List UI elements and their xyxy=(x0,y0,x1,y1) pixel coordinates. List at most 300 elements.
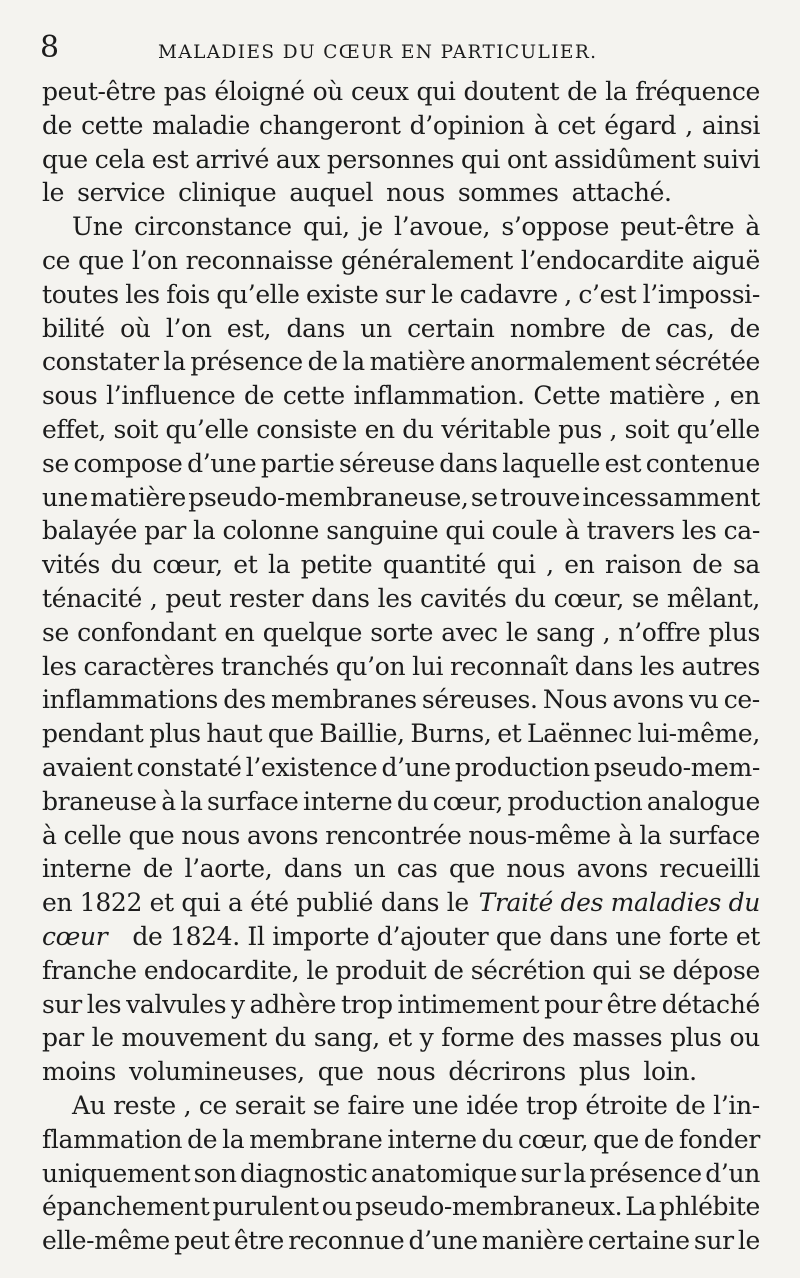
word: , xyxy=(609,414,618,444)
word: en xyxy=(224,617,255,647)
text-line xyxy=(42,751,760,785)
word: plus xyxy=(149,719,201,749)
word: pas xyxy=(163,77,207,106)
word: braneuse xyxy=(42,786,157,816)
word: nous xyxy=(181,820,240,850)
word: doutent xyxy=(463,77,560,106)
word: , xyxy=(564,279,572,309)
word: nous xyxy=(376,1057,436,1087)
text-line xyxy=(42,1123,760,1157)
word: ce- xyxy=(723,685,760,715)
word: se xyxy=(42,448,69,478)
word: La xyxy=(625,1192,657,1222)
word: sécrétion xyxy=(470,955,586,985)
text-line xyxy=(42,819,760,853)
word: bilité xyxy=(42,313,105,343)
word: du xyxy=(274,1023,307,1053)
word: l’influence xyxy=(106,381,236,411)
word: dans xyxy=(283,854,343,884)
word: d’un xyxy=(705,1158,760,1188)
word: circonstance xyxy=(134,212,292,242)
word: la xyxy=(605,77,628,106)
word: personnes xyxy=(326,144,455,174)
word: inflammations xyxy=(42,685,219,715)
word: égard xyxy=(604,110,677,140)
word: à xyxy=(617,820,633,850)
word: la xyxy=(163,347,186,377)
word: volumineuses, xyxy=(128,1057,305,1087)
word: d’opinion xyxy=(409,110,525,140)
word: balayée xyxy=(42,516,138,546)
word: production xyxy=(454,752,590,782)
text-line xyxy=(42,886,760,920)
text-line xyxy=(42,852,760,886)
word: arrivé xyxy=(195,144,270,174)
word: ou xyxy=(321,1192,353,1222)
word: clinique xyxy=(178,178,277,208)
word: fréquence xyxy=(635,77,760,106)
text-line xyxy=(42,1021,760,1055)
word: sur xyxy=(520,1158,561,1188)
word: par xyxy=(144,516,187,546)
word: mouvement xyxy=(121,1023,267,1053)
word: cette xyxy=(81,110,144,140)
text-line xyxy=(42,481,760,515)
word: que xyxy=(449,854,495,884)
word: peut xyxy=(165,583,221,613)
word: les xyxy=(640,651,675,681)
word: que xyxy=(267,719,314,749)
word: que xyxy=(42,144,88,174)
word: certain xyxy=(407,313,495,343)
word: plus xyxy=(708,617,760,647)
word: qui xyxy=(445,516,485,546)
word: d’une xyxy=(187,448,257,478)
word: les xyxy=(42,651,77,681)
word: en xyxy=(564,550,595,580)
word: un xyxy=(353,854,386,884)
word: Nous xyxy=(542,685,608,715)
word: , xyxy=(183,1090,192,1120)
word: qui xyxy=(416,77,456,106)
word: ou xyxy=(729,1023,760,1053)
word: cela xyxy=(94,144,146,174)
word: épanchement xyxy=(42,1192,210,1222)
word: cœur, xyxy=(432,786,504,816)
word: par xyxy=(42,1023,84,1053)
word: se xyxy=(631,583,659,613)
word: cœur, xyxy=(553,583,624,613)
word: vités xyxy=(42,550,101,580)
text-line xyxy=(42,988,760,1022)
word: l’on xyxy=(131,245,178,275)
word: soit xyxy=(624,414,670,444)
word: généralement xyxy=(341,245,513,275)
word: , xyxy=(713,381,722,411)
running-title: MALADIES DU CŒUR EN PARTICULIER. xyxy=(158,42,598,63)
word: qui, xyxy=(303,212,350,242)
word: en xyxy=(729,381,760,411)
word: matière xyxy=(369,347,466,377)
word: le xyxy=(306,955,329,985)
word: et xyxy=(497,719,522,749)
word: à xyxy=(533,110,549,140)
word: reconnue xyxy=(288,1226,405,1256)
word: nous xyxy=(386,178,445,208)
word: , xyxy=(546,550,554,580)
word: existe xyxy=(305,279,379,309)
word: de xyxy=(142,854,173,884)
word: colonne xyxy=(222,516,320,546)
word: pseudo-mem- xyxy=(593,752,760,782)
word: je xyxy=(360,212,383,242)
word: éloigné xyxy=(214,77,305,106)
word: trop xyxy=(340,989,393,1019)
word: cas xyxy=(396,854,438,884)
word: est xyxy=(151,144,189,174)
word: Burns, xyxy=(410,719,492,749)
word: anatomique xyxy=(370,1158,518,1188)
text-line xyxy=(42,278,760,312)
page-header xyxy=(40,30,760,70)
word: lui xyxy=(412,651,444,681)
word: et xyxy=(233,550,258,580)
word: les xyxy=(377,583,413,613)
word: , xyxy=(685,110,693,140)
word: loin. xyxy=(643,1057,697,1087)
word: reste xyxy=(113,1090,176,1120)
word: Cette xyxy=(533,381,601,411)
word: de xyxy=(307,347,338,377)
word: incessamment xyxy=(582,482,760,512)
word: qu’elle xyxy=(676,414,760,444)
word: la xyxy=(267,550,291,580)
word: des xyxy=(223,685,266,715)
word: s’oppose xyxy=(501,212,610,242)
word: son xyxy=(193,1158,237,1188)
text-line xyxy=(42,1224,760,1258)
word: du xyxy=(396,786,429,816)
word: l’endocardite xyxy=(520,245,684,275)
word: ont xyxy=(506,144,548,174)
word: rester xyxy=(228,583,304,613)
word: caractères xyxy=(83,651,215,681)
word: fois xyxy=(166,279,210,309)
word: n’offre xyxy=(618,617,701,647)
word: interne xyxy=(302,786,393,816)
word: qu’on xyxy=(335,651,406,681)
word: dans xyxy=(311,583,370,613)
word: où xyxy=(120,313,151,343)
word: faire xyxy=(347,1090,405,1120)
word: intimement xyxy=(397,989,540,1019)
word: la xyxy=(222,1124,245,1154)
word: le xyxy=(91,1023,114,1053)
text-line xyxy=(42,683,760,717)
text-segment: en 1822 et qui a été publié dans le xyxy=(42,888,469,918)
word: pour xyxy=(544,989,602,1019)
word: dans xyxy=(574,651,634,681)
word: purulent xyxy=(212,1192,319,1222)
text-line xyxy=(42,345,760,379)
word: dans xyxy=(286,313,345,343)
word: franche xyxy=(42,955,137,985)
word: serait xyxy=(234,1090,306,1120)
word: confondant xyxy=(77,617,217,647)
text-line xyxy=(42,75,760,109)
word: sous xyxy=(42,381,98,411)
word: du xyxy=(402,414,434,444)
word: l’in- xyxy=(713,1090,760,1120)
word: reconnaît xyxy=(450,651,568,681)
word: qui xyxy=(592,955,632,985)
word: surface xyxy=(668,820,760,850)
word: avons xyxy=(247,820,319,850)
word: un xyxy=(360,313,392,343)
word: sang, xyxy=(313,1023,380,1053)
word: des xyxy=(522,1023,565,1053)
text-line xyxy=(42,379,760,413)
word: présence xyxy=(190,347,303,377)
word: d’une xyxy=(381,752,451,782)
word: recueilli xyxy=(659,854,760,884)
word: qu’elle xyxy=(165,414,249,444)
text-line xyxy=(42,920,760,954)
word: matière xyxy=(609,381,705,411)
word: maladie xyxy=(152,110,250,140)
word: peut-être xyxy=(620,212,735,242)
word: flammation xyxy=(42,1124,183,1154)
word: production xyxy=(507,786,643,816)
word: produit xyxy=(335,955,427,985)
word: membrane xyxy=(249,1124,383,1154)
word: séreuses. xyxy=(421,685,538,715)
word: ceux xyxy=(350,77,409,106)
word: trop xyxy=(526,1090,578,1120)
word: la xyxy=(639,820,662,850)
word: être xyxy=(233,1226,284,1256)
word: coule xyxy=(491,516,558,546)
word: quelque xyxy=(262,617,363,647)
word: partie xyxy=(260,448,335,478)
word: étroite xyxy=(585,1090,668,1120)
word: avons xyxy=(612,685,684,715)
word: véritable xyxy=(441,414,551,444)
word: et xyxy=(387,1023,412,1053)
word: assidûment xyxy=(554,144,696,174)
word: trouve xyxy=(500,482,581,512)
word: Une xyxy=(72,212,123,242)
italic-title-continuation: cœur xyxy=(42,921,108,951)
word: dépose xyxy=(672,955,760,985)
word: , xyxy=(602,617,611,647)
word: avaient xyxy=(42,752,133,782)
word: à xyxy=(161,786,176,816)
word: surface xyxy=(207,786,299,816)
word: peut-être xyxy=(42,77,156,106)
word: décrirons xyxy=(448,1057,566,1087)
word: interne xyxy=(387,1124,477,1154)
word: sur xyxy=(42,989,82,1019)
word: sanguine xyxy=(326,516,439,546)
word: qu’elle xyxy=(216,279,300,309)
word: de xyxy=(620,313,651,343)
word: séreuse xyxy=(339,448,435,478)
word: le xyxy=(737,1226,760,1256)
word: d’une xyxy=(408,1226,478,1256)
word: anormalement xyxy=(470,347,650,377)
word: être xyxy=(606,989,657,1019)
word: l’avoue, xyxy=(394,212,491,242)
word: celle xyxy=(63,820,122,850)
word: fonder xyxy=(678,1124,760,1154)
word: plus xyxy=(578,1057,631,1087)
word: l’impossi- xyxy=(642,279,760,309)
word: Au xyxy=(72,1090,106,1120)
word: qui xyxy=(461,144,501,174)
word: raison xyxy=(605,550,682,580)
word: ce xyxy=(198,1090,228,1120)
word: se xyxy=(312,1090,340,1120)
word: avons xyxy=(576,854,648,884)
word: membranes xyxy=(271,685,417,715)
word: changeront xyxy=(259,110,401,140)
word: endocardite, xyxy=(143,955,300,985)
word: constaté xyxy=(136,752,242,782)
word: la xyxy=(563,1158,586,1188)
word: Baillie, xyxy=(319,719,405,749)
text-line xyxy=(42,1157,760,1191)
text-line xyxy=(42,447,760,481)
word: idée xyxy=(466,1090,519,1120)
word: y xyxy=(419,1023,434,1053)
word: pendant xyxy=(42,719,144,749)
word: du xyxy=(481,1124,514,1154)
word: diagnostic xyxy=(240,1158,368,1188)
body-text xyxy=(42,75,760,1258)
word: , xyxy=(149,583,158,613)
word: aux xyxy=(275,144,320,174)
text-line xyxy=(42,514,760,548)
word: les xyxy=(125,279,160,309)
word: à xyxy=(745,212,760,242)
italic-title: Traité des maladies du xyxy=(478,888,760,918)
word: de xyxy=(729,313,760,343)
word: nous xyxy=(506,854,566,884)
word: est, xyxy=(226,313,272,343)
word: cette xyxy=(282,381,345,411)
word: cas, xyxy=(666,313,715,343)
word: sommes xyxy=(457,178,559,208)
word: l’on xyxy=(165,313,212,343)
word: en xyxy=(364,414,395,444)
text-line xyxy=(42,650,760,684)
word: ca- xyxy=(723,516,760,546)
text-line xyxy=(42,143,760,177)
word: reconnaisse xyxy=(185,245,334,275)
word: certaine xyxy=(587,1226,690,1256)
word: la xyxy=(180,786,203,816)
text-line xyxy=(42,1190,760,1224)
word: détaché xyxy=(661,989,760,1019)
word: l’existence xyxy=(245,752,378,782)
word: du xyxy=(110,550,142,580)
word: mêlant, xyxy=(666,583,760,613)
text-line xyxy=(42,717,760,751)
word: soit xyxy=(113,414,159,444)
word: autres xyxy=(681,651,760,681)
word: dans xyxy=(439,448,498,478)
word: cet xyxy=(557,110,596,140)
word: les xyxy=(681,516,717,546)
text-line xyxy=(42,244,760,278)
word: le xyxy=(505,617,528,647)
word: compose xyxy=(73,448,183,478)
word: sang xyxy=(536,617,595,647)
word: de xyxy=(187,1124,218,1154)
word: suivi xyxy=(702,144,760,174)
word: cavités xyxy=(420,583,507,613)
word: se xyxy=(42,617,69,647)
word: de xyxy=(675,1090,706,1120)
text-line xyxy=(42,548,760,582)
page-number: 8 xyxy=(40,30,60,65)
word: attaché. xyxy=(571,178,672,208)
word: uniquement xyxy=(42,1158,191,1188)
text-line xyxy=(42,582,760,616)
text-line xyxy=(42,312,760,346)
word: cadavre xyxy=(459,279,558,309)
word: le xyxy=(42,178,65,208)
word: cœur, xyxy=(152,550,223,580)
word: de xyxy=(433,955,464,985)
word: de xyxy=(567,77,598,106)
word: nombre xyxy=(509,313,606,343)
text-line xyxy=(42,109,760,143)
word: le xyxy=(431,279,454,309)
word: Laënnec xyxy=(527,719,632,749)
word: la xyxy=(193,516,216,546)
word: forme xyxy=(441,1023,515,1053)
word: à xyxy=(42,820,57,850)
word: de xyxy=(244,381,275,411)
word: qui xyxy=(496,550,536,580)
word: auquel xyxy=(289,178,374,208)
word: se xyxy=(470,482,498,512)
word: consiste xyxy=(256,414,358,444)
word: présence xyxy=(589,1158,702,1188)
word: pseudo-membraneuse, xyxy=(188,482,469,512)
word: les xyxy=(86,989,122,1019)
word: c’est xyxy=(578,279,637,309)
word: laquelle xyxy=(502,448,601,478)
word: analogue xyxy=(646,786,760,816)
text-line xyxy=(42,1089,760,1123)
text-line xyxy=(42,176,760,210)
word: cœur, xyxy=(517,1124,589,1154)
word: aiguë xyxy=(691,245,760,275)
word: vu xyxy=(688,685,719,715)
word: toutes xyxy=(42,279,119,309)
word: rencontrée xyxy=(325,820,462,850)
word: pseudo-membraneux. xyxy=(355,1192,623,1222)
text-line xyxy=(42,210,760,244)
word: où xyxy=(312,77,344,106)
word: de xyxy=(643,1124,674,1154)
word: nous-même xyxy=(468,820,611,850)
word: quantité xyxy=(382,550,487,580)
word: constater xyxy=(42,347,159,377)
